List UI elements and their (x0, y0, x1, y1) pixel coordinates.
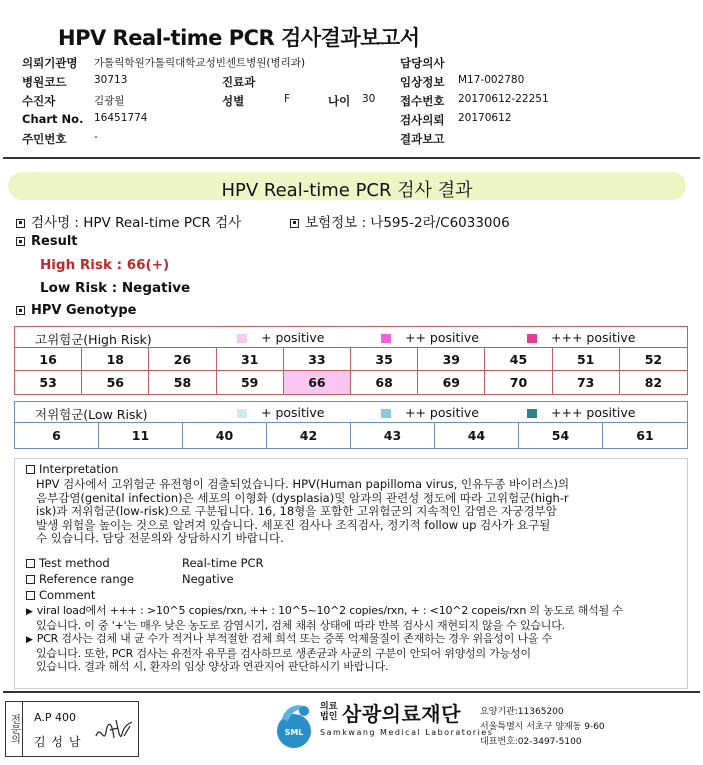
signature-role: A.P 400 (34, 711, 76, 724)
comment-line: ▶ PCR 검사는 검체 내 균 수가 적거나 부적절한 검체 희석 또는 증폭 억제물질이 존재하는 경우 위음성이 나올 수 (26, 632, 623, 647)
label-report-date: 결과보고 (400, 132, 445, 146)
square-bullet-icon (16, 306, 25, 315)
low-risk-result: Low Risk : Negative (40, 280, 191, 296)
footer-divider (3, 691, 700, 693)
test-method-value: Real-time PCR (182, 556, 264, 570)
org-address: 서울특별시 서초구 양재동 9-60 (480, 722, 605, 732)
comment-line: 있습니다. 또한, PCR 검사는 유전자 유무를 검사하므로 생존균과 사균의 구분이 안되어 위양성의 가능성이 (36, 647, 531, 660)
genotype-cell: 11 (99, 423, 183, 448)
org-english-name: Samkwang Medical Laboratories (320, 728, 494, 737)
low-risk-title: 저위험군(Low Risk) (35, 407, 148, 422)
reference-range-label: Reference range (26, 573, 134, 587)
genotype-cell: 39 (418, 348, 485, 371)
genotype-cell: 58 (149, 371, 216, 394)
comment-text (26, 604, 623, 673)
comment-line: ▶ viral load에서 +++ : >10^5 copies/rxn, ++ : 10^5~10^2 copies/rxn, + : <10^2 copeis/rxn 의 농도로 해석될 수 (26, 604, 623, 619)
signature-name: 김 성 남 (34, 735, 82, 749)
result-heading-row (16, 234, 78, 249)
low-risk-table (14, 401, 688, 449)
high-risk-header (15, 327, 687, 348)
legend-plus-plus-plus: +++ positive (527, 330, 635, 345)
org-prefix: 의료법인 (320, 702, 338, 722)
reference-range-value: Negative (182, 572, 234, 586)
genotype-cell: 52 (620, 348, 687, 371)
genotype-cell: 66 (284, 371, 351, 394)
svg-text:SML: SML (284, 728, 304, 737)
square-bullet-icon (16, 237, 25, 246)
legend-swatch (381, 334, 391, 343)
genotype-cell: 56 (82, 371, 149, 394)
legend-swatch (527, 409, 537, 418)
interpretation-line: 발생 위험을 높이는 것으로 알려져 있습니다. 세포진 검사나 조직검사, 정기적 follow up 검사가 요구될 (36, 517, 551, 532)
genotype-heading-row (16, 303, 136, 318)
label-chart-no: Chart No. (22, 112, 84, 126)
handwritten-signature-icon (92, 714, 136, 750)
label-resident-no: 주민번호 (22, 132, 67, 146)
value-clinical-info: M17-002780 (458, 74, 525, 86)
square-bullet-icon (16, 219, 25, 228)
interpretation-text (36, 478, 569, 546)
value-patient: 김광월 (94, 95, 125, 107)
signature-box (5, 701, 139, 757)
value-receipt-no: 20170612-22251 (458, 93, 549, 105)
genotype-cell: 42 (267, 423, 351, 448)
high-risk-title: 고위험군(High Risk) (35, 332, 152, 347)
square-bullet-icon (290, 219, 299, 228)
label-clinical-info: 임상정보 (400, 75, 445, 89)
insurance-row (290, 211, 510, 231)
genotype-cell: 40 (183, 423, 267, 448)
genotype-cell: 68 (351, 371, 418, 394)
genotype-cell: 31 (217, 348, 284, 371)
value-chart-no: 16451774 (94, 112, 148, 124)
value-hospital-code: 30713 (94, 74, 128, 86)
value-sex: F (284, 93, 291, 105)
genotype-cell: 33 (284, 348, 351, 371)
org-code: 요양기관:11365200 (480, 707, 564, 717)
legend-plus-plus-plus: +++ positive (527, 405, 635, 420)
result-banner (8, 172, 686, 200)
value-institution: 가톨릭학원가톨릭대학교성빈센트병원(병리과) (94, 57, 306, 69)
genotype-cell: 59 (217, 371, 284, 394)
report-title: HPV Real-time PCR 검사결과보고서 (58, 26, 420, 50)
label-sex: 성별 (222, 94, 245, 108)
genotype-cell: 70 (485, 371, 552, 394)
label-age: 나이 (328, 94, 351, 108)
legend-plus-plus: ++ positive (381, 405, 479, 420)
interpretation-heading: Interpretation (26, 463, 118, 477)
genotype-cell: 35 (351, 348, 418, 371)
comment-heading: Comment (26, 589, 95, 603)
test-name-row (16, 211, 241, 231)
label-institution: 의뢰기관명 (22, 56, 78, 70)
legend-swatch (527, 334, 537, 343)
genotype-cell: 53 (15, 371, 82, 394)
genotype-cell: 6 (15, 423, 99, 448)
legend-plus-plus: ++ positive (381, 330, 479, 345)
legend-plus: + positive (237, 405, 324, 420)
label-doctor: 담당의사 (400, 56, 445, 70)
test-name: 검사명 : HPV Real-time PCR 검사 (31, 215, 242, 231)
signature-side-text: 전문의 (8, 714, 20, 744)
value-resident-no: - (94, 131, 98, 143)
genotype-cell: 61 (636, 428, 654, 443)
value-age: 30 (362, 93, 376, 105)
high-risk-result: High Risk : 66(+) (40, 257, 170, 273)
label-department: 진료과 (222, 75, 256, 89)
legend-plus: + positive (237, 330, 324, 345)
genotype-cell: 16 (15, 348, 82, 371)
org-name: 삼광의료재단 (342, 702, 461, 726)
sml-logo-icon (272, 699, 318, 751)
low-risk-header (15, 402, 687, 423)
genotype-cell: 18 (82, 348, 149, 371)
genotype-cell: 43 (351, 423, 435, 448)
genotype-cell: 82 (644, 375, 663, 390)
genotype-cell: 69 (418, 371, 485, 394)
genotype-heading: HPV Genotype (31, 303, 137, 318)
interpretation-line: 음부감염(genital infection)은 세포의 이형화 (dysplasia)및 암과의 관련성 정도에 따라 고위험군(high-r (36, 490, 569, 505)
label-request-date: 검사의뢰 (400, 113, 445, 127)
interpretation-line: HPV 검사에서 고위험군 유전형이 검출되었습니다. HPV(Human papilloma virus, 인유두종 바이러스)의 (36, 477, 570, 491)
label-patient: 수진자 (22, 94, 56, 108)
low-risk-grid (15, 423, 687, 448)
signature-side-label (6, 702, 23, 756)
high-risk-grid (15, 348, 687, 394)
genotype-cell: 54 (519, 423, 603, 448)
genotype-cell: 45 (485, 348, 552, 371)
comment-line: 있습니다. 이 중 '+'는 매우 낮은 농도로 감염시기, 검체 채취 상태에 따라 반복 검사시 재현되지 않을 수 있습니다. (36, 619, 565, 632)
legend-swatch (237, 409, 247, 418)
high-risk-table (14, 326, 688, 395)
legend-swatch (381, 409, 391, 418)
value-request-date: 20170612 (458, 112, 512, 124)
genotype-cell: 44 (435, 423, 519, 448)
legend-swatch (237, 334, 247, 343)
result-banner-title: HPV Real-time PCR 검사 결과 (221, 180, 473, 201)
header-divider (3, 157, 700, 159)
insurance-info: 보험정보 : 나595-2라/C6033006 (305, 215, 510, 231)
comment-line: 있습니다. 결과 해석 시, 환자의 임상 양상과 연관지어 판단하시기 바랍니다. (36, 660, 389, 673)
genotype-cell: 26 (149, 348, 216, 371)
result-heading: Result (31, 234, 78, 249)
test-method-label: Test method (26, 557, 110, 571)
label-hospital-code: 병원코드 (22, 75, 67, 89)
label-receipt-no: 접수번호 (400, 94, 445, 108)
genotype-cell: 51 (553, 348, 620, 371)
interpretation-line: 수 있습니다. 담당 전문의와 상담하시기 바랍니다. (36, 531, 284, 545)
genotype-cell: 73 (553, 371, 620, 394)
interpretation-line: isk)과 저위험군(low-risk)으로 구분됩니다. 16, 18형을 포함한 고위험군의 지속적인 감염은 자궁경부암 (36, 504, 557, 518)
org-phone: 대표번호:02-3497-5100 (480, 737, 582, 747)
